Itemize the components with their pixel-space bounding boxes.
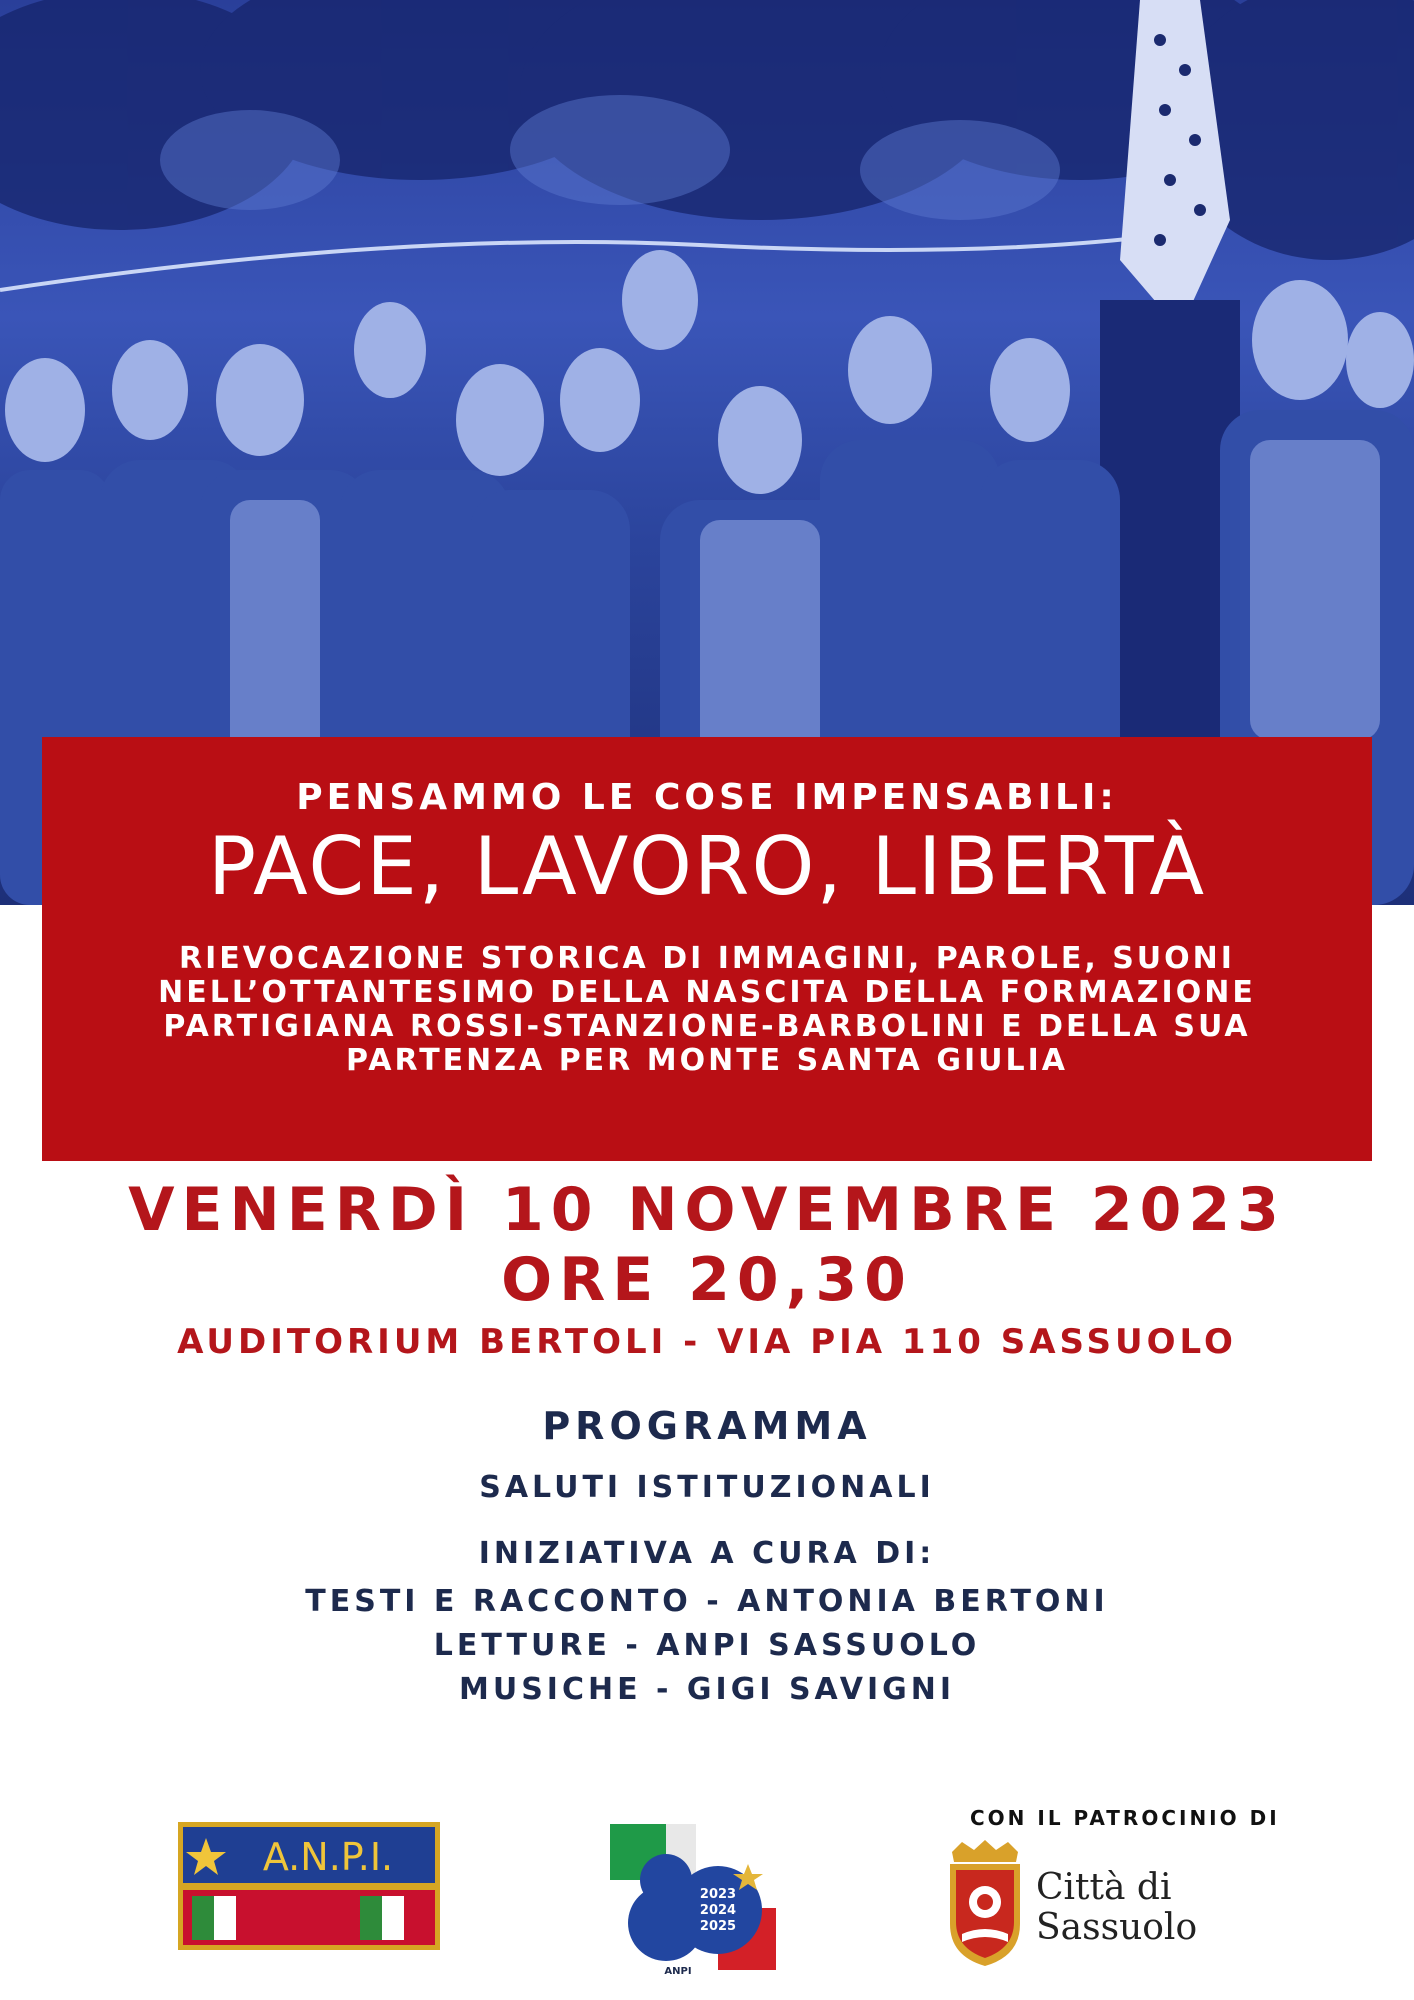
description-line: PARTENZA PER MONTE SANTA GIULIA	[346, 1043, 1068, 1078]
year-label: 2025	[699, 1919, 737, 1934]
year-label: 2024	[699, 1903, 737, 1918]
banner-kicker: PENSAMMO LE COSE IMPENSABILI:	[296, 777, 1118, 818]
banner-title: PACE, LAVORO, LIBERTÀ	[207, 820, 1207, 913]
program-credits	[0, 1580, 1414, 1712]
program-title: PROGRAMMA	[542, 1404, 872, 1448]
description-line: RIEVOCAZIONE STORICA DI IMMAGINI, PAROLE, SUONI	[179, 941, 1235, 976]
sassuolo-crest-icon	[940, 1838, 1030, 1970]
event-venue: AUDITORIUM BERTOLI - VIA PIA 110 SASSUOLO	[177, 1322, 1237, 1362]
title-banner	[42, 737, 1372, 1161]
anniversary-80-logo-icon	[608, 1818, 778, 1978]
credit-line: TESTI E RACCONTO - ANTONIA BERTONI	[305, 1584, 1109, 1619]
description-line: NELL’OTTANTESIMO DELLA NASCITA DELLA FORMAZIONE	[158, 975, 1256, 1010]
banner-description	[42, 942, 1372, 1078]
program-greetings: SALUTI ISTITUZIONALI	[479, 1470, 935, 1505]
city-name	[1036, 1868, 1197, 1948]
city-line-1: Città di	[1036, 1867, 1172, 1908]
event-time: ORE 20,30	[501, 1245, 913, 1315]
anpi-logo-text: A.N.P.I.	[262, 1835, 394, 1879]
credit-line: MUSICHE - GIGI SAVIGNI	[458, 1672, 956, 1707]
anniversary-small-label: ANPI	[664, 1966, 692, 1977]
program-curated-by: INIZIATIVA A CURA DI:	[478, 1536, 936, 1571]
year-label: 2023	[699, 1887, 737, 1902]
event-date: VENERDÌ 10 NOVEMBRE 2023	[128, 1175, 1286, 1245]
anpi-logo-icon	[178, 1822, 440, 1950]
patronage-label: CON IL PATROCINIO DI	[970, 1806, 1280, 1830]
description-line: PARTIGIANA ROSSI-STANZIONE-BARBOLINI E DELLA SUA	[163, 1009, 1251, 1044]
city-line-2: Sassuolo	[1036, 1907, 1198, 1948]
credit-line: LETTURE - ANPI SASSUOLO	[433, 1628, 981, 1663]
